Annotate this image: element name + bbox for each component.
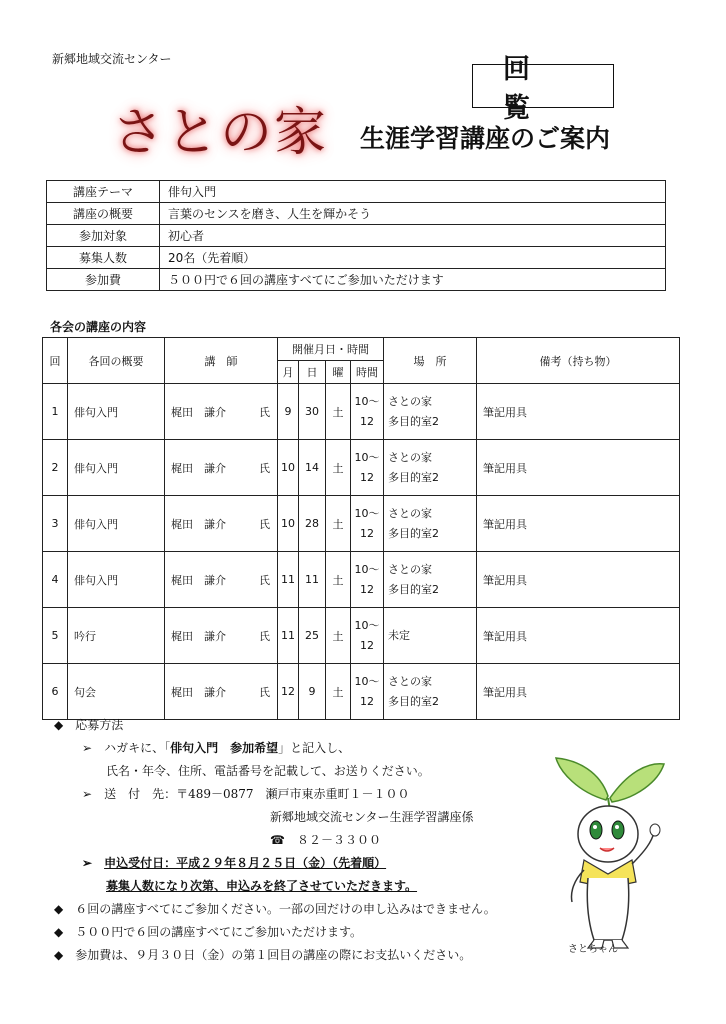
- cell-notes: 筆記用具: [477, 664, 680, 720]
- place-line1: さとの家: [388, 562, 432, 576]
- mascot-caption: さとちゃん: [568, 944, 618, 955]
- diamond-bullet-icon: ◆: [54, 718, 64, 732]
- send-address: 〒489－0877 瀬戸市東赤重町１－１００: [176, 787, 410, 801]
- cell-teacher: [165, 608, 278, 664]
- cell-month: 10: [278, 440, 299, 496]
- cell-time: [351, 496, 384, 552]
- phone-number: ８２－３３００: [296, 833, 381, 847]
- cell-summary: 句会: [68, 664, 165, 720]
- cell-month: 11: [278, 552, 299, 608]
- note-1: ６回の講座すべてにご参加ください。一部の回だけの申し込みはできません。: [75, 902, 496, 916]
- cell-weekday: 土: [326, 608, 351, 664]
- time-end: 12: [360, 470, 374, 484]
- place-line1: さとの家: [388, 506, 432, 520]
- cell-summary: 俳句入門: [68, 496, 165, 552]
- cell-month: 10: [278, 496, 299, 552]
- info-value: 初心者: [160, 225, 666, 247]
- note-3: 参加費は、９月３０日（金）の第１回目の講座の際にお支払いください。: [75, 948, 472, 962]
- cell-teacher: [165, 384, 278, 440]
- cell-teacher: [165, 496, 278, 552]
- time-end: 12: [360, 414, 374, 428]
- time-end: 12: [360, 526, 374, 540]
- place-line1: さとの家: [388, 394, 432, 408]
- cell-notes: 筆記用具: [477, 496, 680, 552]
- cell-no: 6: [43, 664, 68, 720]
- cell-place: [384, 552, 477, 608]
- place-line1: さとの家: [388, 450, 432, 464]
- place-line2: 多目的室2: [388, 582, 439, 596]
- cell-day: 30: [299, 384, 326, 440]
- teacher-honorific: 氏: [259, 405, 270, 419]
- cell-no: 2: [43, 440, 68, 496]
- info-value: 俳句入門: [160, 181, 666, 203]
- note-2: ５００円で６回の講座すべてにご参加いただけます。: [75, 925, 363, 939]
- deadline-note: 募集人数になり次第、申込みを終了させていただきます。: [106, 879, 418, 893]
- time-end: 12: [360, 694, 374, 708]
- diamond-bullet-icon: ◆: [54, 902, 64, 916]
- cell-summary: 俳句入門: [68, 552, 165, 608]
- cell-month: 11: [278, 608, 299, 664]
- cell-summary: 俳句入門: [68, 440, 165, 496]
- header-day: 日: [299, 361, 326, 384]
- teacher-honorific: 氏: [259, 629, 270, 643]
- cell-weekday: 土: [326, 552, 351, 608]
- cell-day: 11: [299, 552, 326, 608]
- apply-heading: 応募方法: [75, 718, 124, 732]
- application-section: [54, 714, 496, 967]
- cell-notes: 筆記用具: [477, 384, 680, 440]
- header-time: 時間: [351, 361, 384, 384]
- cell-no: 5: [43, 608, 68, 664]
- deadline: 申込受付日：平成２９年８月２５日（金）（先着順）: [104, 856, 387, 870]
- teacher-name: 梶田 謙介: [171, 461, 226, 475]
- table-row: [43, 608, 680, 664]
- postcard-post: 」と記入し、: [278, 741, 351, 755]
- info-row: [47, 181, 666, 203]
- table-row: [43, 664, 680, 720]
- diamond-bullet-icon: ◆: [54, 948, 64, 962]
- teacher-honorific: 氏: [259, 461, 270, 475]
- cell-no: 1: [43, 384, 68, 440]
- header-notes: 備考（持ち物）: [477, 338, 680, 384]
- send-label: 送 付 先：: [104, 787, 177, 801]
- cell-summary: 吟行: [68, 608, 165, 664]
- cell-day: 25: [299, 608, 326, 664]
- info-row: [47, 203, 666, 225]
- header-datetime: 開催月日・時間: [278, 338, 384, 361]
- cell-day: 9: [299, 664, 326, 720]
- header-no: 回: [43, 338, 68, 384]
- circulation-box: 回覧: [472, 64, 614, 108]
- table-row: [43, 552, 680, 608]
- time-end: 12: [360, 638, 374, 652]
- teacher-honorific: 氏: [259, 685, 270, 699]
- header-month: 月: [278, 361, 299, 384]
- info-row: [47, 225, 666, 247]
- cell-day: 14: [299, 440, 326, 496]
- cell-place: [384, 496, 477, 552]
- info-label: 参加対象: [47, 225, 160, 247]
- info-value: ５００円で６回の講座すべてにご参加いただけます: [160, 269, 666, 291]
- cell-place: [384, 384, 477, 440]
- info-label: 募集人数: [47, 247, 160, 269]
- header-place: 場 所: [384, 338, 477, 384]
- course-info-table: [46, 180, 666, 291]
- teacher-name: 梶田 謙介: [171, 405, 226, 419]
- cell-time: [351, 384, 384, 440]
- cell-no: 4: [43, 552, 68, 608]
- time-start: 10～: [354, 674, 380, 688]
- schedule-title: 各会の講座の内容: [50, 320, 147, 334]
- cell-place: [384, 608, 477, 664]
- header-teacher: 講 師: [165, 338, 278, 384]
- cell-notes: 筆記用具: [477, 440, 680, 496]
- cell-time: [351, 440, 384, 496]
- page-title: 生涯学習講座のご案内: [360, 124, 611, 153]
- info-row: [47, 269, 666, 291]
- time-start: 10～: [354, 562, 380, 576]
- logo-text: さとの家: [112, 103, 329, 163]
- cell-weekday: 土: [326, 440, 351, 496]
- cell-weekday: 土: [326, 384, 351, 440]
- time-start: 10～: [354, 506, 380, 520]
- schedule-table: [42, 337, 680, 720]
- time-start: 10～: [354, 450, 380, 464]
- time-start: 10～: [354, 394, 380, 408]
- organization-name: 新郷地域交流センター: [52, 52, 172, 66]
- info-label: 参加費: [47, 269, 160, 291]
- teacher-name: 梶田 謙介: [171, 629, 226, 643]
- cell-weekday: 土: [326, 496, 351, 552]
- cell-teacher: [165, 552, 278, 608]
- time-end: 12: [360, 582, 374, 596]
- place-line1: さとの家: [388, 674, 432, 688]
- arrow-bullet-icon: ➢: [82, 856, 93, 870]
- cell-teacher: [165, 440, 278, 496]
- header-summary: 各回の概要: [68, 338, 165, 384]
- arrow-bullet-icon: ➢: [82, 741, 93, 755]
- cell-weekday: 土: [326, 664, 351, 720]
- time-start: 10～: [354, 618, 380, 632]
- place-line2: 多目的室2: [388, 694, 439, 708]
- cell-month: 12: [278, 664, 299, 720]
- cell-time: [351, 664, 384, 720]
- arrow-bullet-icon: ➢: [82, 787, 93, 801]
- table-row: [43, 496, 680, 552]
- cell-no: 3: [43, 496, 68, 552]
- send-dept: 新郷地域交流センター生涯学習講座係: [270, 810, 474, 824]
- postcard-bold: 俳句入門 参加希望: [170, 741, 279, 755]
- info-label: 講座テーマ: [47, 181, 160, 203]
- teacher-name: 梶田 謙介: [171, 685, 226, 699]
- place-line2: 多目的室2: [388, 414, 439, 428]
- header-weekday: 曜: [326, 361, 351, 384]
- table-row: [43, 384, 680, 440]
- place-line2: 多目的室2: [388, 470, 439, 484]
- cell-notes: 筆記用具: [477, 552, 680, 608]
- cell-time: [351, 552, 384, 608]
- place-line2: 多目的室2: [388, 526, 439, 540]
- teacher-honorific: 氏: [259, 517, 270, 531]
- teacher-name: 梶田 謙介: [171, 517, 226, 531]
- cell-time: [351, 608, 384, 664]
- cell-month: 9: [278, 384, 299, 440]
- teacher-honorific: 氏: [259, 573, 270, 587]
- info-label: 講座の概要: [47, 203, 160, 225]
- info-value: 20名（先着順）: [160, 247, 666, 269]
- place-line1: 未定: [388, 628, 410, 642]
- postcard-pre: ハガキに、「: [104, 741, 171, 755]
- table-row: [43, 440, 680, 496]
- teacher-name: 梶田 謙介: [171, 573, 226, 587]
- phone-icon: ☎: [270, 833, 285, 847]
- postcard-line2: 氏名・年令、住所、電話番号を記載して、お送りください。: [106, 764, 430, 778]
- cell-teacher: [165, 664, 278, 720]
- info-value: 言葉のセンスを磨き、人生を輝かそう: [160, 203, 666, 225]
- info-row: [47, 247, 666, 269]
- cell-place: [384, 440, 477, 496]
- cell-day: 28: [299, 496, 326, 552]
- cell-summary: 俳句入門: [68, 384, 165, 440]
- mascot-image: [548, 752, 668, 952]
- diamond-bullet-icon: ◆: [54, 925, 64, 939]
- cell-notes: 筆記用具: [477, 608, 680, 664]
- cell-place: [384, 664, 477, 720]
